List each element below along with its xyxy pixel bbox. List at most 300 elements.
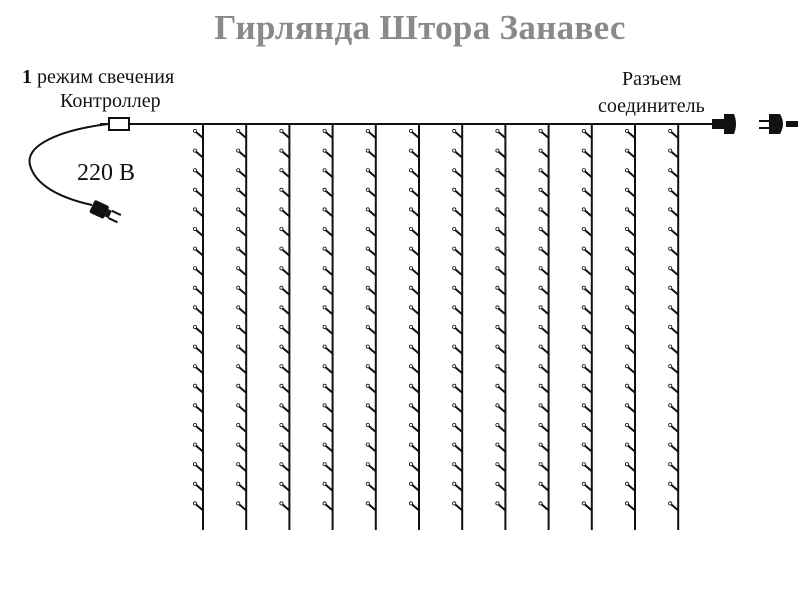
led-tip xyxy=(582,463,585,466)
curtain-strand xyxy=(280,124,290,530)
controller-label: Контроллер xyxy=(60,90,161,112)
led-tip xyxy=(323,306,326,309)
led-tip xyxy=(280,325,283,328)
led-tip xyxy=(280,404,283,407)
led-bulb xyxy=(326,485,333,491)
led-tip xyxy=(193,267,196,270)
led-bulb xyxy=(412,328,419,334)
led-bulb xyxy=(498,446,505,452)
led-bulb xyxy=(628,328,635,334)
led-tip xyxy=(669,227,672,230)
led-tip xyxy=(409,404,412,407)
led-bulb xyxy=(671,465,678,471)
led-bulb xyxy=(498,328,505,334)
led-tip xyxy=(409,502,412,505)
led-bulb xyxy=(282,171,289,177)
led-bulb xyxy=(585,250,592,256)
led-bulb xyxy=(498,308,505,314)
led-bulb xyxy=(326,465,333,471)
led-bulb xyxy=(671,446,678,452)
led-bulb xyxy=(282,465,289,471)
led-tip xyxy=(366,286,369,289)
led-bulb xyxy=(542,289,549,295)
led-tip xyxy=(323,129,326,132)
led-bulb xyxy=(412,210,419,216)
led-bulb xyxy=(455,171,462,177)
led-bulb xyxy=(196,485,203,491)
led-tip xyxy=(409,286,412,289)
led-bulb xyxy=(455,308,462,314)
led-tip xyxy=(280,365,283,368)
led-tip xyxy=(366,169,369,172)
led-bulb xyxy=(542,308,549,314)
led-bulb xyxy=(671,406,678,412)
led-bulb xyxy=(585,367,592,373)
led-bulb xyxy=(585,485,592,491)
led-bulb xyxy=(196,504,203,510)
led-bulb xyxy=(412,289,419,295)
led-tip xyxy=(496,129,499,132)
led-tip xyxy=(582,384,585,387)
led-bulb xyxy=(498,465,505,471)
led-tip xyxy=(539,208,542,211)
led-bulb xyxy=(326,250,333,256)
led-bulb xyxy=(412,446,419,452)
led-bulb xyxy=(542,387,549,393)
led-tip xyxy=(237,482,240,485)
led-tip xyxy=(237,129,240,132)
led-tip xyxy=(625,482,628,485)
led-bulb xyxy=(498,348,505,354)
connector-label-line1: Разъем xyxy=(622,68,682,90)
led-bulb xyxy=(498,426,505,432)
led-tip xyxy=(625,227,628,230)
led-tip xyxy=(453,423,456,426)
led-tip xyxy=(669,325,672,328)
led-bulb xyxy=(369,465,376,471)
led-bulb xyxy=(671,210,678,216)
led-tip xyxy=(237,208,240,211)
led-bulb xyxy=(585,387,592,393)
led-bulb xyxy=(498,406,505,412)
led-tip xyxy=(193,365,196,368)
led-tip xyxy=(366,208,369,211)
led-bulb xyxy=(498,269,505,275)
led-tip xyxy=(496,227,499,230)
led-bulb xyxy=(196,426,203,432)
led-bulb xyxy=(585,132,592,138)
led-tip xyxy=(323,463,326,466)
led-bulb xyxy=(239,191,246,197)
led-tip xyxy=(496,502,499,505)
led-bulb xyxy=(542,367,549,373)
led-bulb xyxy=(455,406,462,412)
led-bulb xyxy=(455,289,462,295)
led-bulb xyxy=(282,406,289,412)
led-tip xyxy=(539,463,542,466)
led-bulb xyxy=(585,446,592,452)
led-bulb xyxy=(585,210,592,216)
led-tip xyxy=(193,482,196,485)
led-tip xyxy=(237,286,240,289)
led-tip xyxy=(539,306,542,309)
led-bulb xyxy=(239,289,246,295)
led-tip xyxy=(366,404,369,407)
curtain-strand xyxy=(582,124,592,530)
led-tip xyxy=(496,404,499,407)
led-bulb xyxy=(671,367,678,373)
led-bulb xyxy=(498,191,505,197)
led-tip xyxy=(409,482,412,485)
led-bulb xyxy=(282,210,289,216)
led-tip xyxy=(625,286,628,289)
led-bulb xyxy=(326,152,333,158)
led-bulb xyxy=(326,328,333,334)
led-tip xyxy=(453,286,456,289)
led-tip xyxy=(582,247,585,250)
led-tip xyxy=(280,208,283,211)
led-tip xyxy=(582,227,585,230)
led-bulb xyxy=(585,171,592,177)
led-tip xyxy=(237,247,240,250)
led-bulb xyxy=(239,426,246,432)
curtain-strand xyxy=(539,124,549,530)
led-bulb xyxy=(498,387,505,393)
led-bulb xyxy=(455,367,462,373)
led-tip xyxy=(669,208,672,211)
led-tip xyxy=(280,129,283,132)
led-tip xyxy=(237,325,240,328)
led-tip xyxy=(625,404,628,407)
led-tip xyxy=(366,188,369,191)
led-bulb xyxy=(542,132,549,138)
led-bulb xyxy=(542,328,549,334)
led-tip xyxy=(453,188,456,191)
led-bulb xyxy=(196,210,203,216)
led-bulb xyxy=(455,426,462,432)
led-tip xyxy=(193,423,196,426)
led-bulb xyxy=(628,250,635,256)
led-bulb xyxy=(282,504,289,510)
led-tip xyxy=(237,404,240,407)
curtain-strand xyxy=(409,124,419,530)
extra-plug-icon xyxy=(759,114,798,134)
led-bulb xyxy=(498,504,505,510)
led-tip xyxy=(409,345,412,348)
led-tip xyxy=(323,423,326,426)
led-bulb xyxy=(671,269,678,275)
led-tip xyxy=(366,227,369,230)
led-tip xyxy=(366,345,369,348)
led-bulb xyxy=(412,504,419,510)
led-tip xyxy=(193,502,196,505)
led-tip xyxy=(237,149,240,152)
led-bulb xyxy=(282,191,289,197)
led-bulb xyxy=(585,152,592,158)
led-tip xyxy=(669,365,672,368)
led-tip xyxy=(625,325,628,328)
led-bulb xyxy=(239,171,246,177)
connector-label-line2: соединитель xyxy=(598,95,705,117)
led-bulb xyxy=(671,485,678,491)
led-bulb xyxy=(326,348,333,354)
led-bulb xyxy=(282,269,289,275)
led-bulb xyxy=(542,446,549,452)
led-bulb xyxy=(585,230,592,236)
curtain-strand xyxy=(323,124,333,530)
led-tip xyxy=(366,443,369,446)
led-tip xyxy=(582,482,585,485)
curtain-strand xyxy=(237,124,247,530)
led-tip xyxy=(193,247,196,250)
led-bulb xyxy=(282,446,289,452)
led-tip xyxy=(366,325,369,328)
diagram-title: Гирлянда Штора Занавес xyxy=(214,8,626,47)
led-tip xyxy=(453,404,456,407)
led-bulb xyxy=(369,250,376,256)
led-tip xyxy=(280,247,283,250)
led-bulb xyxy=(369,171,376,177)
led-tip xyxy=(280,463,283,466)
led-tip xyxy=(539,404,542,407)
led-bulb xyxy=(671,171,678,177)
led-bulb xyxy=(455,465,462,471)
led-bulb xyxy=(542,210,549,216)
led-tip xyxy=(237,423,240,426)
led-tip xyxy=(280,267,283,270)
led-tip xyxy=(539,188,542,191)
led-bulb xyxy=(196,269,203,275)
led-tip xyxy=(669,443,672,446)
curtain-strands xyxy=(193,124,678,530)
led-bulb xyxy=(498,230,505,236)
led-tip xyxy=(669,463,672,466)
led-tip xyxy=(582,404,585,407)
led-bulb xyxy=(498,289,505,295)
led-tip xyxy=(582,443,585,446)
led-bulb xyxy=(455,132,462,138)
led-bulb xyxy=(628,465,635,471)
led-tip xyxy=(323,502,326,505)
led-tip xyxy=(193,188,196,191)
led-bulb xyxy=(239,210,246,216)
led-tip xyxy=(323,149,326,152)
led-bulb xyxy=(498,152,505,158)
led-bulb xyxy=(196,348,203,354)
led-bulb xyxy=(412,230,419,236)
led-bulb xyxy=(412,171,419,177)
led-tip xyxy=(323,286,326,289)
led-bulb xyxy=(455,250,462,256)
led-bulb xyxy=(585,289,592,295)
led-tip xyxy=(669,404,672,407)
led-bulb xyxy=(498,485,505,491)
led-tip xyxy=(193,463,196,466)
led-tip xyxy=(237,188,240,191)
led-bulb xyxy=(628,387,635,393)
led-tip xyxy=(323,325,326,328)
led-bulb xyxy=(628,348,635,354)
led-bulb xyxy=(628,269,635,275)
led-bulb xyxy=(196,406,203,412)
led-tip xyxy=(237,227,240,230)
led-bulb xyxy=(196,387,203,393)
led-tip xyxy=(366,482,369,485)
led-bulb xyxy=(326,446,333,452)
led-tip xyxy=(539,286,542,289)
led-tip xyxy=(582,188,585,191)
led-bulb xyxy=(369,387,376,393)
led-tip xyxy=(323,208,326,211)
led-tip xyxy=(669,384,672,387)
led-bulb xyxy=(455,504,462,510)
led-bulb xyxy=(542,269,549,275)
led-tip xyxy=(625,247,628,250)
led-tip xyxy=(496,169,499,172)
led-tip xyxy=(496,208,499,211)
led-bulb xyxy=(326,426,333,432)
led-bulb xyxy=(671,132,678,138)
led-tip xyxy=(496,149,499,152)
led-tip xyxy=(409,169,412,172)
led-bulb xyxy=(628,406,635,412)
led-bulb xyxy=(326,367,333,373)
led-tip xyxy=(409,325,412,328)
led-bulb xyxy=(326,289,333,295)
led-bulb xyxy=(412,387,419,393)
led-bulb xyxy=(412,250,419,256)
led-tip xyxy=(280,384,283,387)
led-tip xyxy=(453,365,456,368)
led-tip xyxy=(625,129,628,132)
led-tip xyxy=(453,208,456,211)
led-bulb xyxy=(542,465,549,471)
led-bulb xyxy=(196,250,203,256)
led-bulb xyxy=(239,250,246,256)
led-bulb xyxy=(628,485,635,491)
led-bulb xyxy=(455,387,462,393)
led-tip xyxy=(237,345,240,348)
led-bulb xyxy=(239,446,246,452)
led-tip xyxy=(409,306,412,309)
led-bulb xyxy=(671,348,678,354)
led-tip xyxy=(669,188,672,191)
led-bulb xyxy=(628,152,635,158)
led-tip xyxy=(496,384,499,387)
led-bulb xyxy=(239,308,246,314)
led-tip xyxy=(409,129,412,132)
led-tip xyxy=(323,443,326,446)
led-bulb xyxy=(196,308,203,314)
led-bulb xyxy=(671,387,678,393)
led-bulb xyxy=(455,348,462,354)
led-tip xyxy=(496,443,499,446)
led-tip xyxy=(453,149,456,152)
led-tip xyxy=(453,267,456,270)
led-tip xyxy=(539,169,542,172)
led-tip xyxy=(582,169,585,172)
led-bulb xyxy=(196,132,203,138)
power-cable xyxy=(30,124,108,205)
led-bulb xyxy=(585,504,592,510)
led-tip xyxy=(453,325,456,328)
led-bulb xyxy=(498,367,505,373)
led-tip xyxy=(669,286,672,289)
led-bulb xyxy=(239,328,246,334)
led-tip xyxy=(496,482,499,485)
led-tip xyxy=(625,365,628,368)
led-tip xyxy=(366,365,369,368)
led-tip xyxy=(193,149,196,152)
input-plug-icon xyxy=(89,200,122,225)
led-bulb xyxy=(196,367,203,373)
led-bulb xyxy=(628,504,635,510)
led-bulb xyxy=(628,308,635,314)
led-tip xyxy=(409,149,412,152)
led-tip xyxy=(323,188,326,191)
curtain-strand xyxy=(366,124,376,530)
led-bulb xyxy=(628,230,635,236)
led-tip xyxy=(669,306,672,309)
led-tip xyxy=(453,463,456,466)
led-bulb xyxy=(282,289,289,295)
led-tip xyxy=(453,482,456,485)
led-tip xyxy=(539,365,542,368)
led-bulb xyxy=(628,426,635,432)
led-tip xyxy=(496,463,499,466)
led-tip xyxy=(409,188,412,191)
led-tip xyxy=(193,306,196,309)
led-bulb xyxy=(369,132,376,138)
led-tip xyxy=(280,306,283,309)
led-bulb xyxy=(412,485,419,491)
led-bulb xyxy=(282,387,289,393)
led-bulb xyxy=(196,152,203,158)
led-tip xyxy=(496,286,499,289)
led-tip xyxy=(280,482,283,485)
led-tip xyxy=(237,443,240,446)
led-bulb xyxy=(542,504,549,510)
led-bulb xyxy=(498,250,505,256)
led-tip xyxy=(237,169,240,172)
led-tip xyxy=(453,129,456,132)
led-bulb xyxy=(326,387,333,393)
led-bulb xyxy=(542,406,549,412)
led-bulb xyxy=(671,308,678,314)
led-bulb xyxy=(455,269,462,275)
led-bulb xyxy=(369,230,376,236)
led-bulb xyxy=(239,230,246,236)
led-bulb xyxy=(412,308,419,314)
led-tip xyxy=(409,227,412,230)
led-tip xyxy=(280,345,283,348)
led-tip xyxy=(539,384,542,387)
led-tip xyxy=(496,306,499,309)
led-bulb xyxy=(498,132,505,138)
led-tip xyxy=(582,267,585,270)
led-bulb xyxy=(455,191,462,197)
led-bulb xyxy=(671,504,678,510)
led-tip xyxy=(669,345,672,348)
led-tip xyxy=(582,129,585,132)
led-tip xyxy=(582,306,585,309)
led-tip xyxy=(625,306,628,309)
led-tip xyxy=(625,345,628,348)
led-tip xyxy=(539,247,542,250)
led-tip xyxy=(193,286,196,289)
led-bulb xyxy=(369,485,376,491)
led-tip xyxy=(453,227,456,230)
